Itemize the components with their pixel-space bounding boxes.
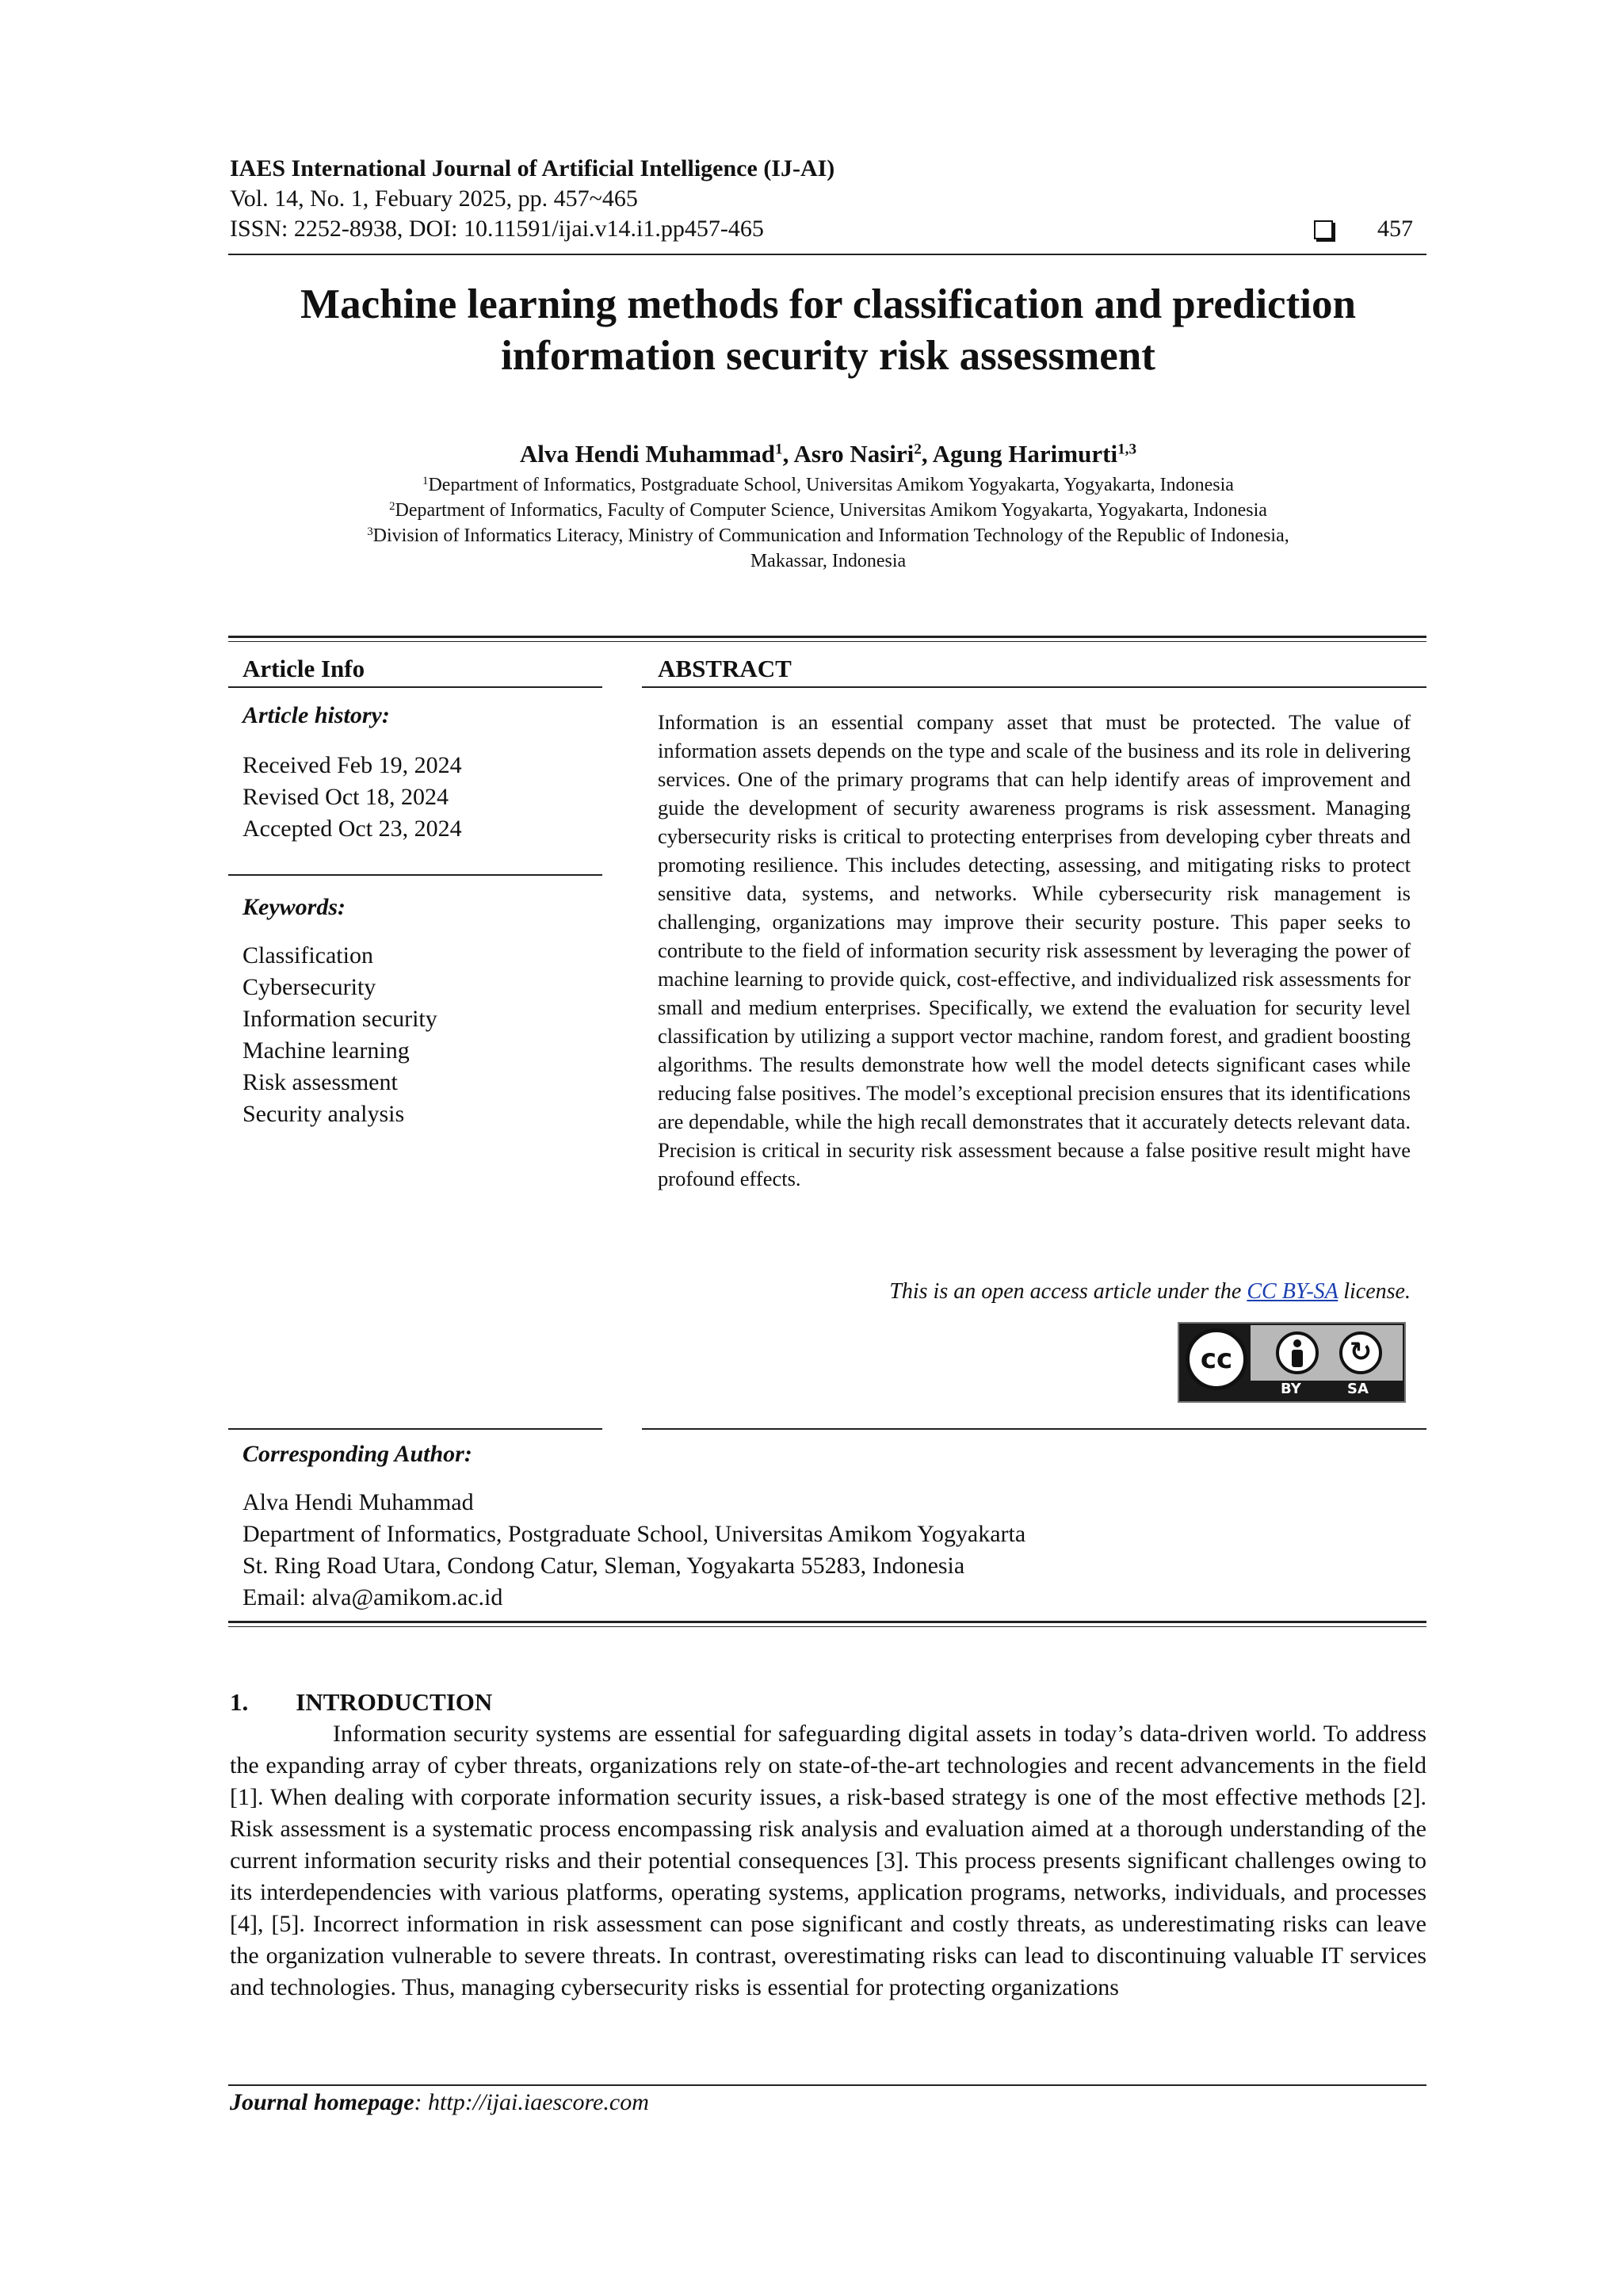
volume-info: Vol. 14, No. 1, Febuary 2025, pp. 457~465 [230, 185, 638, 212]
affiliation-1-sup: 1 [422, 474, 429, 487]
share-alike-icon: ↻ [1339, 1331, 1382, 1374]
affiliation-3-cont-text: Makassar, Indonesia [750, 551, 907, 571]
cc-by-sa-badge[interactable] [1178, 1322, 1406, 1403]
accepted-date: Accepted Oct 23, 2024 [242, 816, 462, 842]
license-suffix: license. [1338, 1279, 1411, 1304]
journal-name: IAES International Journal of Artificial Intelligence (IJ-AI) [230, 155, 835, 181]
cc-icon: cc [1186, 1328, 1247, 1390]
abstract-rule [642, 686, 1426, 688]
keyword-item: Classification [242, 942, 373, 968]
square-bullet-icon [1314, 220, 1333, 239]
author-2-sup: 2 [914, 441, 922, 458]
homepage-url[interactable]: : http://ijai.iaescore.com [414, 2089, 649, 2115]
intro-title: INTRODUCTION [296, 1688, 493, 1716]
badge-by-label: BY [1281, 1381, 1301, 1397]
header-rule [228, 254, 1426, 255]
license-prefix: This is an open access article under the [889, 1279, 1247, 1304]
corresponding-left-rule [228, 1428, 602, 1430]
paper-title [230, 279, 1426, 382]
keyword-list [242, 940, 437, 1130]
history-rule [228, 874, 602, 876]
abstract-heading: ABSTRACT [658, 655, 792, 682]
keyword-item: Machine learning [242, 1037, 410, 1064]
badge-sa-label: SA [1347, 1381, 1369, 1397]
info-top-rule [228, 636, 1426, 638]
attribution-body [1292, 1350, 1303, 1367]
keyword-item: Information security [242, 1006, 437, 1032]
license-line [658, 1279, 1411, 1305]
affiliation-3-sup: 3 [367, 525, 373, 538]
article-history [242, 750, 462, 845]
info-top-rule-thin [228, 641, 1426, 642]
author-3: Agung Harimurti [932, 440, 1118, 468]
affiliation-3-cont [230, 548, 1426, 574]
homepage-label: Journal homepage [230, 2089, 414, 2115]
journal-homepage [230, 2089, 649, 2116]
corresponding-heading: Corresponding Author: [242, 1441, 472, 1467]
author-list: Alva Hendi Muhammad$^1$, Asro Nasiri$^2$, Agung Harimurti$^{1,3}$ [519, 440, 1137, 468]
intro-body [230, 1718, 1426, 2004]
author-1: Alva Hendi Muhammad [519, 440, 776, 468]
license-link[interactable]: CC BY-SA [1247, 1279, 1338, 1304]
article-history-heading: Article history: [242, 702, 390, 728]
affiliation-3 [230, 523, 1426, 548]
keyword-item: Risk assessment [242, 1069, 398, 1095]
abstract-text [658, 708, 1411, 1193]
page-number: 457 [1377, 216, 1413, 242]
corresponding-address: St. Ring Road Utara, Condong Catur, Sleman, Yogyakarta 55283, Indonesia [242, 1553, 965, 1579]
article-info-heading: Article Info [242, 655, 365, 682]
intro-heading [230, 1688, 492, 1717]
affiliation-2 [230, 498, 1426, 523]
affiliation-3-text: Division of Informatics Literacy, Ministry of Communication and Information Technology of the Republic of Indonesia, [372, 525, 1289, 546]
keyword-item: Security analysis [242, 1101, 405, 1127]
received-date: Received Feb 19, 2024 [242, 752, 462, 778]
info-bottom-rule [228, 1621, 1426, 1623]
affiliation-1 [230, 472, 1426, 498]
abstract-paragraph: Information is an essential company asset that must be protected. The value of information assets depends on the type and scale of the business and its role in delivering services. One of the primary programs that can help identify areas of improvement and guide the development of security awareness programs is risk assessment. Managing cybersecurity risks is critical to protecting enterprises from developing cyber threats and promoting resilience. This includes detecting, assessing, and mitigating risks to protect sensitive data, systems, and networks. While cybersecurity risk management is challenging, organizations may improve their security posture. This paper seeks to contribute to the field of information security risk assessment by leveraging the power of machine learning to provide quick, cost-effective, and individualized risk assessments for small and medium enterprises. Specifically, we extend the evaluation for security level classification by utilizing a support vector machine, random forest, and gradient boosting algorithms. The results demonstrate how well the model detects significant cases while reducing false positives. The model’s exceptional precision ensures that its identifications are dependable, while the high recall demonstrates that it accurately detects relevant data. Precision is critical in security risk assessment because a false positive result might have profound effects. [658, 710, 1411, 1190]
affiliation-2-sup: 2 [389, 499, 395, 513]
footer-rule [228, 2084, 1426, 2086]
revised-date: Revised Oct 18, 2024 [242, 784, 449, 810]
affiliation-1-text: Department of Informatics, Postgraduate School, Universitas Amikom Yogyakarta, Yogyakarta, Indonesia [428, 475, 1234, 495]
author-1-sup: 1 [775, 441, 783, 458]
attribution-head [1293, 1339, 1301, 1347]
author-3-sup: 1,3 [1117, 441, 1137, 458]
corresponding-name: Alva Hendi Muhammad [242, 1489, 474, 1515]
title-line-1: Machine learning methods for classification and prediction [300, 281, 1356, 327]
author-2: Asro Nasiri [793, 440, 915, 468]
corresponding-dept: Department of Informatics, Postgraduate School, Universitas Amikom Yogyakarta [242, 1521, 1026, 1547]
corresponding-email: Email: alva@amikom.ac.id [242, 1584, 503, 1610]
attribution-icon [1276, 1331, 1319, 1374]
affiliation-2-text: Department of Informatics, Faculty of Computer Science, Universitas Amikom Yogyakarta, Yogyakarta, Indonesia [395, 500, 1267, 521]
intro-paragraph: Information security systems are essential for safeguarding digital assets in today’s data-driven world. To address the expanding array of cyber threats, organizations rely on state-of-the-art technologies and recent advancements in the field [1]. When dealing with corporate information security issues, a risk-based strategy is one of the most effective methods [2]. Risk assessment is a systematic process encompassing risk analysis and evaluation aimed at a thorough understanding of the current information security risks and their potential consequences [3]. This process presents significant challenges owing to its interdependencies with various platforms, operating systems, application programs, networks, individuals, and processes [4], [5]. Incorrect information in risk assessment can pose significant and costly threats, as underestimating risks can leave the organization vulnerable to severe threats. In contrast, overestimating risks can lead to discontinuing valuable IT services and technologies. Thus, managing cybersecurity risks is essential for protecting organizations [230, 1721, 1426, 2000]
article-info-rule [228, 686, 602, 688]
title-line-2: information security risk assessment [501, 333, 1155, 379]
info-bottom-rule-thin [228, 1626, 1426, 1627]
keyword-item: Cybersecurity [242, 974, 376, 1000]
corresponding-right-rule [642, 1428, 1426, 1430]
issn-doi: ISSN: 2252-8938, DOI: 10.11591/ijai.v14.i1.pp457-465 [230, 216, 764, 242]
corresponding-details [242, 1487, 1025, 1614]
keywords-heading: Keywords: [242, 894, 346, 920]
intro-number: 1. [230, 1688, 249, 1716]
